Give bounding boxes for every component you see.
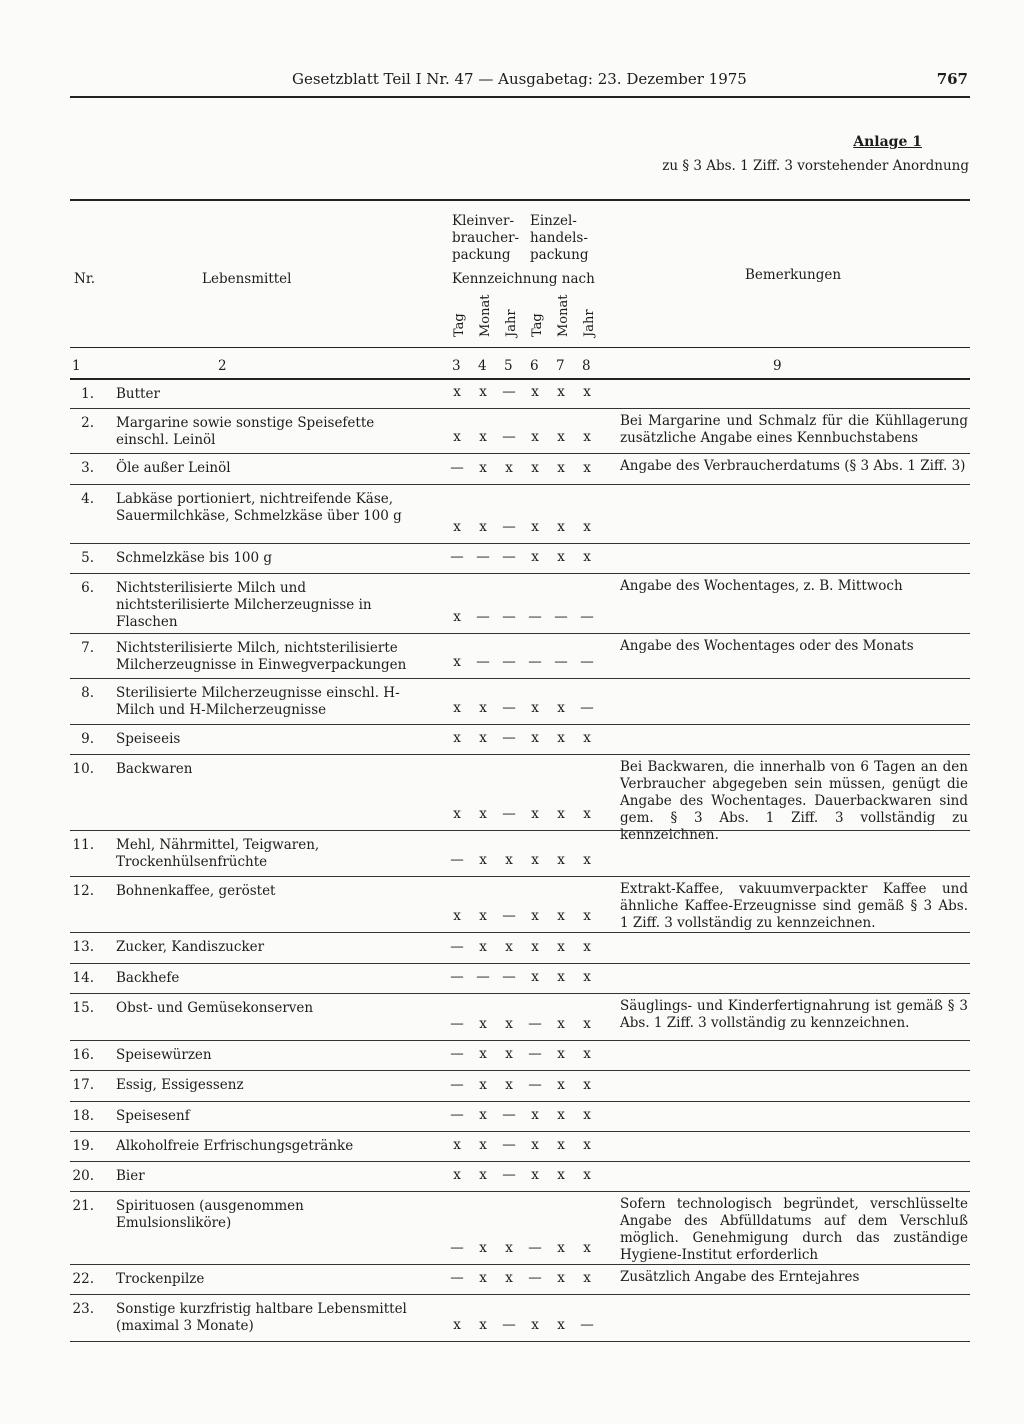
header-sub-jahr-2: Jahr [582,309,597,337]
remark-text: Extrakt-Kaffee, vakuumverpackter Kaffee und ähnliche Kaffee-Erzeugnisse sind gemäß § 3 Abs. 1 Ziff. 3 vollständig zu kennzeichnen. [620,881,968,931]
marking-cell: x [557,1167,565,1183]
marking-cell: x [453,1167,461,1183]
food-name: Nichtsterilisierte Milch, nichtsterilisierte Milcherzeugnisse in Einwegverpackungen [116,640,407,673]
remark-text: Angabe des Wochentages oder des Monats [620,638,914,654]
marking-cell: — [476,609,490,625]
marking-cell: x [505,1077,513,1093]
marking-cell: x [453,654,461,670]
row-number: 22. [72,1271,94,1287]
marking-cell: — [502,1137,516,1153]
table-row [70,994,970,1041]
row-number: 5. [81,550,94,566]
marking-cell: x [479,700,487,716]
header-sub-monat-1: Monat [478,294,493,337]
food-name: Obst- und Gemüsekonserven [116,1000,314,1016]
header-sub-jahr-1: Jahr [504,309,519,337]
marking-cell: x [557,969,565,985]
marking-cell: x [453,384,461,400]
food-name: Trockenpilze [116,1271,205,1287]
marking-cell: x [505,852,513,868]
marking-cell: — [502,908,516,924]
table-row [70,1265,970,1295]
marking-cell: x [583,1240,591,1256]
food-name: Sonstige kurzfristig haltbare Lebensmittel (maximal 3 Monate) [116,1301,407,1334]
table-row [70,1132,970,1162]
header-retail-line3: packung [530,247,589,263]
marking-cell: x [531,969,539,985]
marking-cell: x [531,384,539,400]
marking-cell: x [453,1317,461,1333]
marking-cell: x [557,460,565,476]
header-nr: Nr. [74,271,96,287]
marking-cell: — [502,384,516,400]
marking-cell: x [557,384,565,400]
table-row [70,634,970,679]
col-number-7: 7 [556,358,565,374]
row-number: 14. [72,970,94,986]
page-header [70,70,970,98]
row-number: 19. [72,1138,94,1154]
row-number: 20. [72,1168,94,1184]
row-number: 7. [81,640,94,656]
table-row [70,1192,970,1265]
marking-cell: x [479,460,487,476]
marking-cell: x [453,908,461,924]
marking-cell: — [502,1317,516,1333]
marking-cell: — [450,549,464,565]
marking-cell: x [531,908,539,924]
marking-cell: x [557,1107,565,1123]
marking-cell: x [531,1137,539,1153]
table-row [70,1295,970,1342]
marking-cell: — [450,460,464,476]
marking-cell: — [580,1317,594,1333]
marking-cell: x [479,1270,487,1286]
column-number-row [70,348,970,380]
marking-cell: x [453,519,461,535]
food-name: Speiseeis [116,731,181,747]
marking-cell: — [502,806,516,822]
header-marking: Kennzeichnung nach [452,271,595,287]
marking-cell: — [580,609,594,625]
remark-text: Angabe des Verbraucherdatums (§ 3 Abs. 1 Ziff. 3) [620,458,966,474]
marking-cell: x [557,908,565,924]
table-row [70,1041,970,1071]
row-number: 18. [72,1108,94,1124]
marking-cell: x [453,429,461,445]
marking-cell: — [450,1107,464,1123]
marking-cell: x [531,700,539,716]
marking-cell: — [502,519,516,535]
marking-cell: x [453,806,461,822]
header-sub-monat-2: Monat [556,294,571,337]
marking-cell: x [557,1137,565,1153]
marking-cell: x [505,1240,513,1256]
marking-cell: x [557,852,565,868]
marking-cell: — [502,1107,516,1123]
gazette-title: Gesetzblatt Teil I Nr. 47 — Ausgabetag: 23. Dezember 1975 [292,70,747,88]
row-number: 1. [81,386,94,402]
marking-cell: x [505,1016,513,1032]
marking-cell: x [583,384,591,400]
table-row [70,877,970,933]
row-number: 11. [72,837,94,853]
food-name: Butter [116,386,160,402]
marking-cell: x [557,806,565,822]
marking-cell: x [557,1270,565,1286]
marking-cell: — [502,549,516,565]
table-row [70,1071,970,1102]
row-number: 12. [72,883,94,899]
marking-cell: — [502,654,516,670]
marking-cell: x [479,384,487,400]
marking-cell: x [583,549,591,565]
marking-cell: — [528,1240,542,1256]
food-name: Nichtsterilisierte Milch und nichtsterilisierte Milcherzeugnisse in Flaschen [116,580,372,630]
food-name: Backwaren [116,761,193,777]
row-number: 23. [72,1301,94,1317]
col-number-1: 1 [72,358,81,374]
table-row [70,574,970,634]
table-row [70,755,970,843]
food-name: Spirituosen (ausgenommen Emulsionsliköre) [116,1198,304,1231]
marking-cell: x [583,1270,591,1286]
food-name: Bohnenkaffee, geröstet [116,883,276,899]
marking-cell: x [531,1317,539,1333]
marking-cell: — [450,1270,464,1286]
header-small-consumer-line2: braucher- [452,230,520,246]
marking-cell: — [528,1016,542,1032]
row-number: 9. [81,731,94,747]
marking-cell: — [450,852,464,868]
marking-cell: x [557,939,565,955]
marking-cell: x [479,1077,487,1093]
marking-cell: x [531,429,539,445]
marking-cell: x [531,806,539,822]
remark-text: Bei Backwaren, die innerhalb von 6 Tagen an den Verbraucher abgegeben sein müssen, genügt die Angabe des Wochentages. Dauerbackwaren sind gem. § 3 Abs. 1 Ziff. 3 vollständig zu kennzeichnen. [620,759,968,843]
marking-cell: — [528,609,542,625]
marking-cell: — [502,1167,516,1183]
marking-cell: x [583,1046,591,1062]
col-number-2: 2 [218,358,227,374]
table-row [70,933,970,964]
marking-cell: — [502,609,516,625]
marking-cell: x [531,730,539,746]
marking-cell: x [479,1137,487,1153]
marking-cell: x [583,1107,591,1123]
marking-cell: x [583,852,591,868]
marking-cell: x [557,1077,565,1093]
marking-cell: x [479,1107,487,1123]
annex-title: Anlage 1 [853,134,922,150]
row-number: 4. [81,491,94,507]
table-row [70,544,970,574]
header-small-consumer-line3: packung [452,247,511,263]
table-body [70,380,970,1342]
table-row [70,1102,970,1132]
marking-cell: x [583,1077,591,1093]
row-number: 3. [81,460,94,476]
header-sub-tag-2: Tag [530,313,545,337]
row-number: 15. [72,1000,94,1016]
table-row [70,454,970,485]
marking-cell: x [557,730,565,746]
marking-cell: x [583,519,591,535]
marking-cell: x [479,1240,487,1256]
food-marking-table [70,199,970,1342]
col-number-6: 6 [530,358,539,374]
remark-text: Zusätzlich Angabe des Erntejahres [620,1269,860,1285]
food-name: Sterilisierte Milcherzeugnisse einschl. H-Milch und H-Milcherzeugnisse [116,685,400,718]
col-number-3: 3 [452,358,461,374]
marking-cell: — [502,969,516,985]
marking-cell: x [531,460,539,476]
marking-cell: x [583,429,591,445]
header-remarks: Bemerkungen [745,267,842,283]
marking-cell: x [505,939,513,955]
marking-cell: — [476,549,490,565]
marking-cell: — [580,654,594,670]
table-header [70,199,970,348]
marking-cell: x [557,1046,565,1062]
marking-cell: x [557,700,565,716]
remark-text: Säuglings- und Kinderfertignahrung ist gemäß § 3 Abs. 1 Ziff. 3 vollständig zu kennzeichnen. [620,998,968,1031]
marking-cell: x [479,1046,487,1062]
marking-cell: x [583,939,591,955]
marking-cell: — [528,1046,542,1062]
food-name: Alkoholfreie Erfrischungsgetränke [116,1138,354,1154]
marking-cell: x [479,519,487,535]
table-row [70,679,970,725]
remark-text: Bei Margarine und Schmalz für die Kühllagerung zusätzliche Angabe eines Kennbuchstabens [620,413,968,446]
food-name: Labkäse portioniert, nichtreifende Käse, Sauermilchkäse, Schmelzkäse über 100 g [116,491,402,524]
food-name: Schmelzkäse bis 100 g [116,550,273,566]
marking-cell: x [479,852,487,868]
marking-cell: x [479,908,487,924]
header-food: Lebensmittel [202,271,292,287]
marking-cell: x [583,1167,591,1183]
marking-cell: x [531,939,539,955]
table-row [70,1162,970,1192]
marking-cell: x [583,730,591,746]
table-row [70,831,970,877]
row-number: 6. [81,580,94,596]
marking-cell: x [583,460,591,476]
marking-cell: x [583,1016,591,1032]
marking-cell: x [479,1317,487,1333]
header-retail-line1: Einzel- [530,213,577,229]
marking-cell: — [450,969,464,985]
marking-cell: x [557,1240,565,1256]
food-name: Zucker, Kandiszucker [116,939,265,955]
marking-cell: x [557,549,565,565]
marking-cell: x [479,1167,487,1183]
table-row [70,725,970,755]
annex-subtitle: zu § 3 Abs. 1 Ziff. 3 vorstehender Anordnung [662,158,969,174]
marking-cell: — [528,654,542,670]
marking-cell: x [479,429,487,445]
marking-cell: — [502,700,516,716]
marking-cell: x [583,969,591,985]
header-small-consumer-line1: Kleinver- [452,213,515,229]
row-number: 21. [72,1198,94,1214]
page-number: 767 [936,70,968,88]
marking-cell: — [502,429,516,445]
marking-cell: — [528,1077,542,1093]
marking-cell: x [505,1046,513,1062]
table-row [70,485,970,544]
marking-cell: x [531,549,539,565]
row-number: 17. [72,1077,94,1093]
remark-text: Sofern technologisch begründet, verschlüsselte Angabe des Abfülldatums auf dem Verschluß möglich. Genehmigung durch das zuständige Hygiene-Institut erforderlich [620,1196,968,1263]
marking-cell: x [505,1270,513,1286]
marking-cell: x [453,700,461,716]
marking-cell: x [479,1016,487,1032]
marking-cell: — [450,939,464,955]
row-number: 8. [81,685,94,701]
marking-cell: — [450,1240,464,1256]
row-number: 13. [72,939,94,955]
marking-cell: x [505,460,513,476]
table-row [70,964,970,994]
food-name: Essig, Essigessenz [116,1077,244,1093]
food-name: Öle außer Leinöl [116,460,231,476]
row-number: 2. [81,415,94,431]
marking-cell: — [476,654,490,670]
food-name: Speisewürzen [116,1047,212,1063]
marking-cell: x [531,1107,539,1123]
table-row [70,380,970,409]
table-row [70,409,970,454]
marking-cell: — [580,700,594,716]
marking-cell: x [479,939,487,955]
marking-cell: — [450,1077,464,1093]
marking-cell: x [557,519,565,535]
col-number-8: 8 [582,358,591,374]
marking-cell: x [557,429,565,445]
marking-cell: x [583,806,591,822]
marking-cell: — [528,1270,542,1286]
food-name: Mehl, Nährmittel, Teigwaren, Trockenhülsenfrüchte [116,837,320,870]
marking-cell: x [531,1167,539,1183]
marking-cell: x [453,609,461,625]
col-number-9: 9 [773,358,782,374]
remark-text: Angabe des Wochentages, z. B. Mittwoch [620,578,903,594]
marking-cell: x [479,806,487,822]
marking-cell: — [450,1046,464,1062]
marking-cell: — [476,969,490,985]
food-name: Speisesenf [116,1108,190,1124]
marking-cell: — [554,654,568,670]
marking-cell: — [554,609,568,625]
marking-cell: x [479,730,487,746]
marking-cell: — [502,730,516,746]
marking-cell: x [557,1016,565,1032]
marking-cell: x [453,730,461,746]
marking-cell: x [453,1137,461,1153]
col-number-4: 4 [478,358,487,374]
marking-cell: x [583,908,591,924]
header-retail-line2: handels- [530,230,588,246]
marking-cell: x [557,1317,565,1333]
header-sub-tag-1: Tag [452,313,467,337]
marking-cell: x [531,519,539,535]
marking-cell: x [531,852,539,868]
food-name: Bier [116,1168,145,1184]
marking-cell: x [583,1137,591,1153]
food-name: Backhefe [116,970,180,986]
marking-cell: — [450,1016,464,1032]
row-number: 16. [72,1047,94,1063]
col-number-5: 5 [504,358,513,374]
food-name: Margarine sowie sonstige Speisefette einschl. Leinöl [116,415,375,448]
row-number: 10. [72,761,94,777]
